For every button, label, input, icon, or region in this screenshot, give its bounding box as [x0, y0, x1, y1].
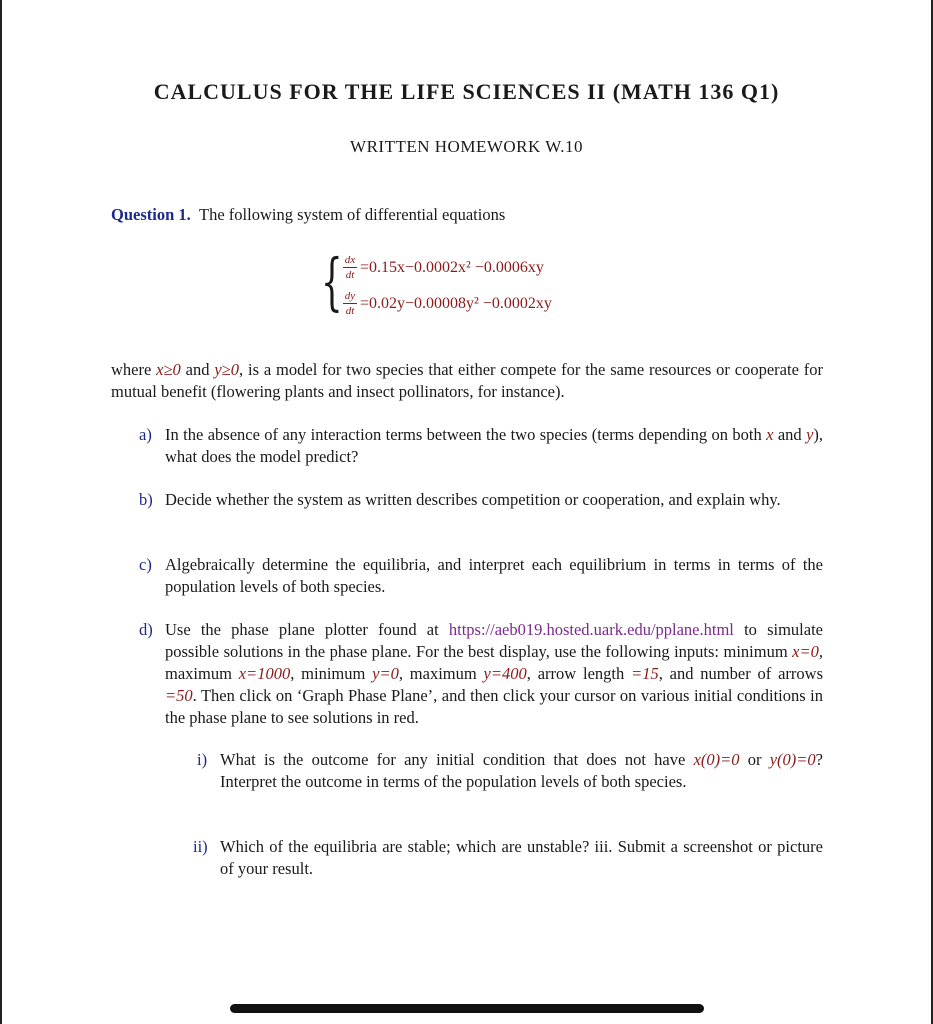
item-ii-label: ii) [193, 837, 208, 856]
question-label: Question 1. [111, 205, 191, 224]
where-paragraph: where x≥0 and y≥0, is a model for two species that either compete for the same resources or cooperate for mutual benefit (flowering plants and insect pollinators, for instance). [111, 360, 823, 401]
system-brace: { [321, 245, 343, 318]
item-c-text: Algebraically determine the equilibria, and interpret each equilibrium in terms in terms of the population levels of both species. [165, 555, 823, 596]
item-ii [193, 836, 823, 882]
item-i [193, 749, 823, 817]
pplane-link[interactable]: https://aeb019.hosted.uark.edu/pplane.html [448, 620, 734, 639]
document-subtitle: WRITTEN HOMEWORK W.10 [350, 137, 583, 156]
item-d-label: d) [139, 620, 153, 639]
item-d [139, 619, 823, 731]
item-i-text: What is the outcome for any initial condition that does not have x(0)=0 or y(0)=0? Interpret the outcome in terms of the population levels of both species. [220, 750, 823, 791]
dx-dt-fraction: $\frac{dx}{dt}$ [344, 254, 356, 281]
item-ii-text: Which of the equilibria are stable; which are unstable? iii. Submit a screenshot or picture of your result. [220, 837, 823, 878]
question-intro: The following system of differential equations [199, 205, 506, 224]
equation-dy [343, 290, 552, 317]
item-d-text: Use the phase plane plotter found at https://aeb019.hosted.uark.edu/pplane.html to simulate possible solutions in the phase plane. For the best display, use the following inputs: minimum x=0, maximum x=1000, minimum y=0, maximum y=400, arrow length =15, and number of arrows =50. Then click on ‘Graph Phase Plane’, and then click your cursor on various initial conditions in the phase plane to see solutions in red. [165, 620, 823, 727]
item-a [139, 424, 823, 470]
item-c-label: c) [139, 555, 152, 574]
item-c [139, 554, 823, 600]
item-b [139, 489, 823, 535]
equation-dx-rhs: =0.15x−0.0002x² −0.0006xy [360, 258, 544, 276]
item-b-label: b) [139, 490, 153, 509]
item-b-text: Decide whether the system as written describes competition or cooperation, and explain why. [165, 490, 781, 509]
item-a-text: In the absence of any interaction terms between the two species (terms depending on both x and y), what does the model predict? [165, 425, 824, 466]
document-title: CALCULUS FOR THE LIFE SCIENCES II (MATH 136 Q1) [153, 79, 780, 104]
item-i-label: i) [197, 750, 208, 769]
home-indicator-bar[interactable] [230, 1004, 704, 1013]
item-a-label: a) [139, 425, 152, 444]
equation-dy-rhs: =0.02y−0.00008y² −0.0002xy [360, 294, 552, 312]
equation-system [321, 245, 641, 324]
equation-dx [343, 254, 544, 281]
question-line [111, 205, 505, 225]
dy-dt-fraction: $\frac{dy}{dt}$ [344, 290, 356, 317]
